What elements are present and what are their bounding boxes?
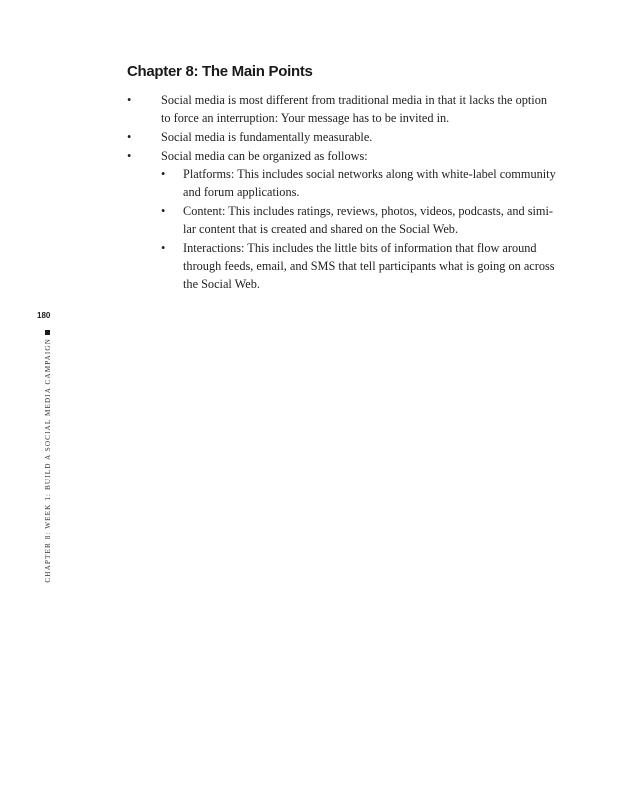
list-item <box>127 147 587 293</box>
list-item <box>127 128 587 146</box>
line: Social media is fundamentally measurable. <box>161 130 373 144</box>
running-head <box>44 330 52 590</box>
bullet-icon: • <box>127 93 132 107</box>
bullet-icon: • <box>161 204 166 218</box>
bullet-icon: • <box>127 149 132 163</box>
bullet-icon: • <box>161 241 166 255</box>
line: Social media is most different from traditional media in that it lacks the option <box>161 93 548 107</box>
line: through feeds, email, and SMS that tell participants what is going on across <box>183 259 555 273</box>
line: to force an interruption: Your message has to be invited in. <box>161 111 450 125</box>
sub-list-item <box>161 239 587 293</box>
line: Content: This includes ratings, reviews, photos, videos, podcasts, and simi- <box>183 204 554 218</box>
line: Platforms: This includes social networks along with white-label community <box>183 167 556 181</box>
main-points-list <box>127 91 587 294</box>
line: lar content that is created and shared on the Social Web. <box>183 222 459 236</box>
bullet-icon: • <box>161 167 166 181</box>
section-heading: Chapter 8: The Main Points <box>127 63 313 80</box>
sub-list-item <box>161 202 587 238</box>
line: Interactions: This includes the little bits of information that flow around <box>183 241 537 255</box>
square-icon <box>45 330 50 335</box>
sub-list <box>161 165 587 293</box>
line: the Social Web. <box>183 277 260 291</box>
sub-list-item <box>161 165 587 201</box>
line: Social media can be organized as follows: <box>161 149 368 163</box>
line: and forum applications. <box>183 185 300 199</box>
running-head-text: CHAPTER 8: WEEK 1: BUILD A SOCIAL MEDIA CAMPAIGN <box>44 338 52 583</box>
bullet-icon: • <box>127 130 132 144</box>
page-number: 180 <box>37 311 51 320</box>
list-item <box>127 91 587 127</box>
